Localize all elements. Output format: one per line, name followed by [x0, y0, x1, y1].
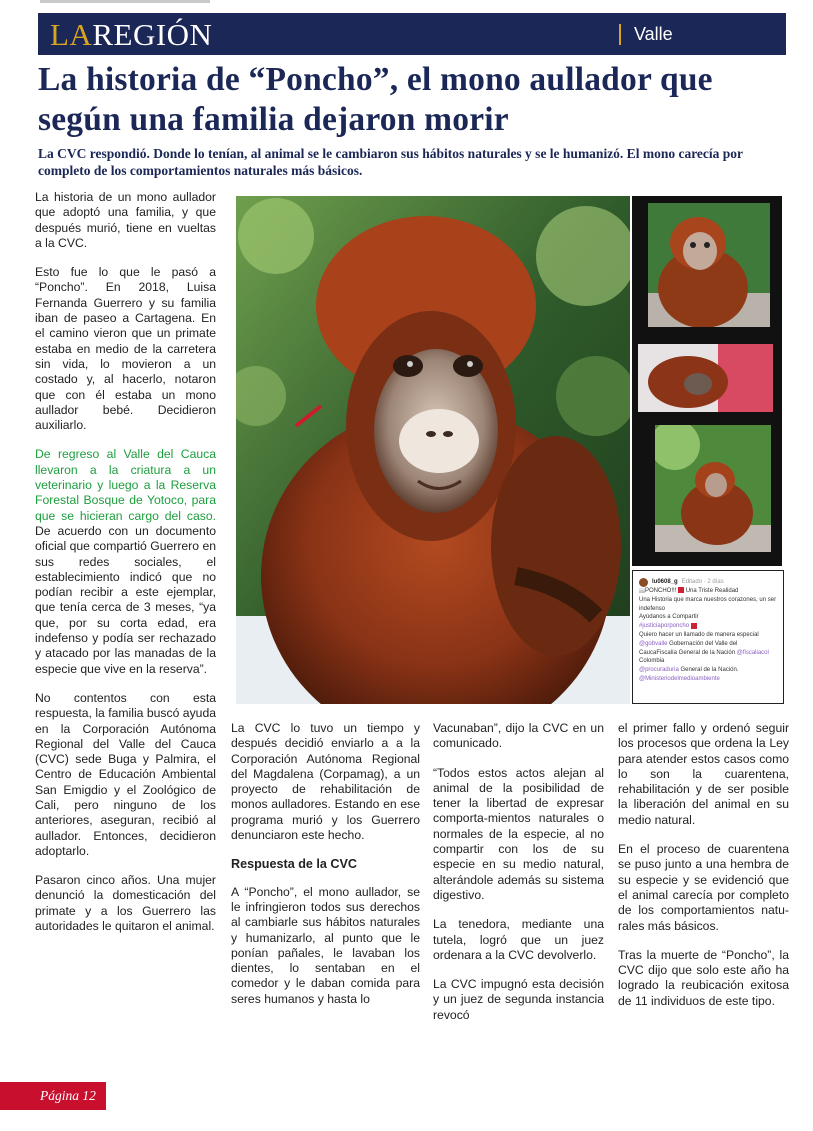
- page-number-badge: [0, 1082, 106, 1110]
- paragraph: No contentos con esta respuesta, la familia buscó ayuda en la Corporación Autónoma Regional del Valle del Cauca (CVC) sede Buga y Palmira, el Centro de Educación Ambiental San Emigdio y el Zoológico de Cali, pero ninguno de los anteriores, aseguran, recibió al aullador. Entonces, decidieron adoptarlo.: [35, 690, 216, 858]
- paragraph: La historia de un mono aullador que adoptó una familia, y que después murió, tiene en vueltas a la CVC.: [35, 190, 216, 250]
- brand-logo[interactable]: [50, 17, 212, 53]
- post-hashtag[interactable]: #justiciaporponcho: [639, 623, 690, 630]
- collage-photo-monkey-sitting: [648, 203, 770, 327]
- post-mention[interactable]: @Ministeriodelmedioambiente: [639, 675, 720, 682]
- paragraph: A “Poncho”, el mono aullador, se le infringieron todos sus derechos al cambiarle sus hábitos naturales y humanizarlo, al punto que le ponían pañales, le lavaban los dientes, lo sentaban en el comedor y le daban comida para seres humanos y hasta lo: [231, 884, 420, 1006]
- post-header: [639, 578, 777, 587]
- monkey-thumb-2: [638, 344, 773, 412]
- column-4: [618, 721, 789, 1023]
- section-label[interactable]: Valle: [634, 24, 673, 44]
- paragraph-text: De acuerdo con un documento oficial que compartió Guerrero en sus redes sociales, el establecimiento indicó que no podían recibir a este ejemplar, que tenía cerca de 3 meses, “ya que, por su corta edad, era indefenso y podía ser rechazado y atacado por las manadas de la especie que vive en la reserva”.: [35, 523, 216, 676]
- paragraph: [35, 447, 216, 676]
- collage-photo-monkey-sleeping: [638, 344, 773, 412]
- paragraph: “Todos estos actos alejan al animal de la posibilidad de tener la libertad de expresar comporta-mientos naturales o normales de la especie, al no compartir con los de su especie en su medio natural, alterándole además su sistema digestivo.: [433, 765, 604, 902]
- paragraph: La CVC impugnó esta decisión y un juez de segunda instancia revocó: [433, 977, 604, 1022]
- top-rule: [40, 0, 210, 3]
- post-text: Colombia: [639, 658, 665, 665]
- paragraph: Tras la muerte de “Poncho”, la CVC dijo que solo este año ha logrado la reubicación exitosa de 11 individuos de este tipo.: [618, 947, 789, 1008]
- flag-emoji-icon: [691, 623, 697, 629]
- main-photo-monkey: [236, 196, 630, 704]
- page-number: Página 12: [40, 1088, 96, 1103]
- monkey-thumb-1: [648, 203, 770, 327]
- post-body: [639, 587, 777, 684]
- avatar: [639, 578, 648, 587]
- paragraph: En el proceso de cuarentena se puso junto a una hembra de su especie y se evidenció que el animal carecía por completo de los comportamientos natu-rales más básicos.: [618, 842, 789, 933]
- column-3: [433, 721, 604, 1037]
- post-mention[interactable]: @fiscaliacol: [736, 649, 769, 656]
- post-meta: Editado · 2 días: [681, 579, 724, 586]
- post-mention[interactable]: @gobvalle: [639, 640, 668, 647]
- post-text: Ayúdanos a Compartir: [639, 614, 699, 621]
- paragraph: Pasaron cinco años. Una mujer denunció la domesticación del primate y a los Guerrero las autoridades le quitaron el animal.: [35, 873, 216, 934]
- column-2: [231, 721, 420, 1021]
- post-text: ¡¡¡PONCHO!!!: [639, 588, 677, 594]
- howler-monkey-illustration: [236, 196, 630, 704]
- post-text: Quiero hacer un llamado de manera especial: [639, 631, 759, 638]
- social-post-screenshot: [632, 570, 784, 704]
- article-headline: La historia de “Poncho”, el mono aullador que según una familia dejaron morir: [38, 61, 713, 138]
- paragraph: el primer fallo y ordenó seguir los procesos que ordena la Ley para atender estos casos como lo son la cuarentena, rehabilitación y de ser posible la liberación del animal en su medio natural.: [618, 721, 789, 827]
- column-1: [35, 190, 216, 948]
- paragraph: Esto fue lo que le pasó a “Poncho”. En 2018, Luisa Fernanda Guerrero y su familia iban de paseo a Cartagena. En el camino vieron que un primate estaba en medio de la carretera sin vida, lo movieron a un costado y, al hacerlo, notaron que con él estaba un mono aullador bebé. Decidieron auxiliarlo.: [35, 265, 216, 433]
- collage-photo-monkey-tree: [655, 425, 771, 552]
- paragraph: Vacunaban”, dijo la CVC en un comunicado.: [433, 721, 604, 751]
- post-text: Una Historia que marca nuestros corazones, un ser indefenso: [639, 596, 777, 612]
- section-divider: [619, 24, 621, 45]
- masthead: [38, 13, 786, 55]
- post-mention[interactable]: @procuraduria: [639, 667, 679, 674]
- monkey-thumb-3: [655, 425, 771, 552]
- post-text: General de la Nación.: [680, 667, 739, 674]
- paragraph: La CVC lo tuvo un tiempo y después decidió enviarlo a a la Corporación Autónoma Regional del Magdalena (Corpamag), a un proyecto de rehabilitación de monos aulladores. Estando en ese programa murió y los Guerrero denunciaron este hecho.: [231, 721, 420, 843]
- flag-emoji-icon: [678, 587, 684, 593]
- paragraph: La tenedora, mediante una tutela, logró que un juez ordenara a la CVC devolverlo.: [433, 917, 604, 962]
- article-lead: La CVC respondió. Donde lo tenían, al animal se le cambiaron sus hábitos naturales y se le humanizó. El mono carecía por completo de los comportamientos naturales más básicos.: [38, 146, 743, 178]
- brand-la: LA: [50, 17, 93, 52]
- section-subhead: Respuesta de la CVC: [231, 857, 357, 872]
- post-text: Una Triste Realidad: [685, 588, 739, 594]
- brand-region: REGIÓN: [92, 17, 213, 52]
- highlight-text: De regreso al Valle del Cauca llevaron a la criatura a un veterinario y luego a la Reserva Forestal Bosque de Yotoco, para que se hicieran cargo del caso.: [35, 447, 216, 523]
- post-username[interactable]: lu0608_g: [652, 579, 678, 586]
- post-text: Gobernación del Valle del CaucaFiscalía General de la Nación: [639, 640, 738, 656]
